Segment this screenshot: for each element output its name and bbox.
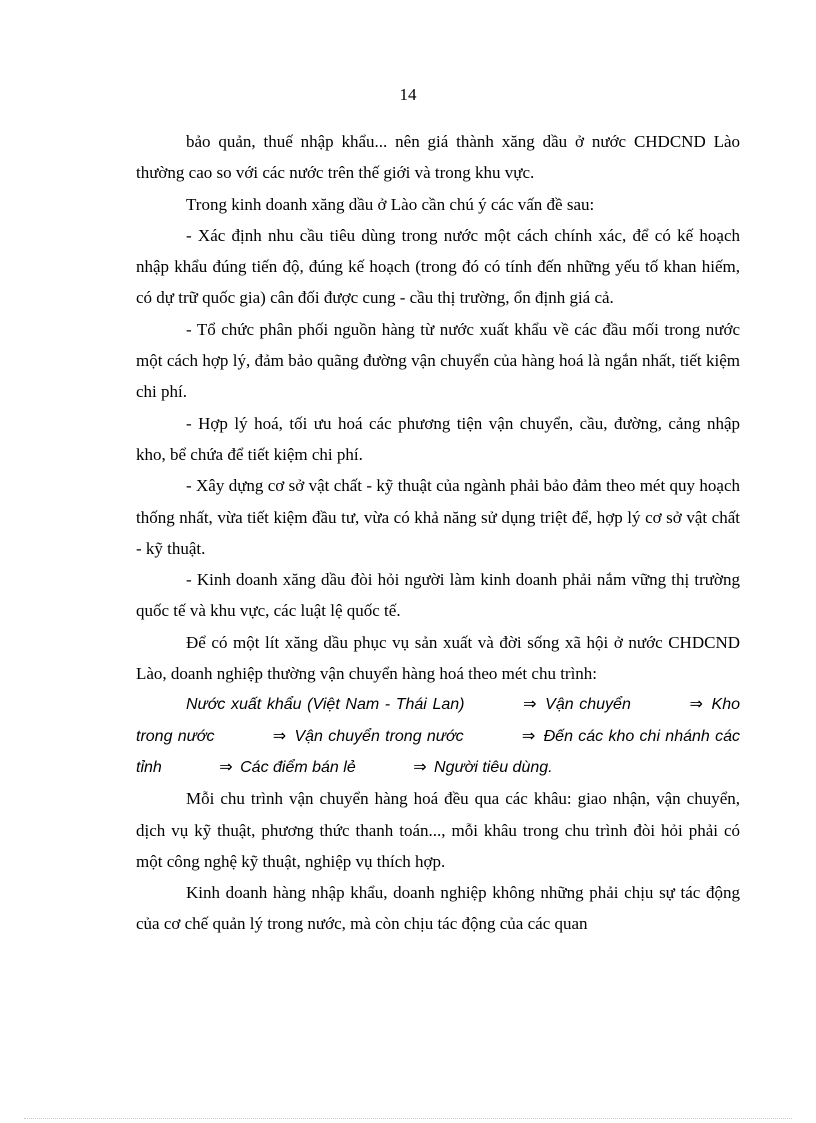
arrow-icon: ⇒ [523, 696, 537, 714]
paragraph-infrastructure: - Xây dựng cơ sở vật chất - kỹ thuật của ngành phải bảo đảm theo mét quy hoạch thống nhất, vừa tiết kiệm đầu tư, vừa có khả năng sử dụng triệt để, hợp lý cơ sở vật chất - kỹ thuật. [136, 476, 740, 558]
arrow-icon: ⇒ [219, 758, 233, 776]
paragraph-distribution: - Tổ chức phân phối nguồn hàng từ nước xuất khẩu về các đầu mối trong nước một cách hợp lý, đảm bảo quãng đường vận chuyển của hàng hoá là ngắn nhất, tiết kiệm chi phí. [136, 319, 740, 402]
chain-step: Người tiêu dùng. [434, 758, 553, 776]
chain-step: Vận chuyển trong nước [294, 727, 464, 745]
paragraph-cycle-stages: Mỗi chu trình vận chuyển hàng hoá đều qua các khâu: giao nhận, vận chuyển, dịch vụ kỹ thuật, phương thức thanh toán..., mỗi khâu trong chu trình đòi hỏi phải có một công nghệ kỹ thuật, nghiệp vụ thích hợp. [136, 789, 740, 871]
paragraph-cycle-intro: Để có một lít xăng dầu phục vụ sản xuất và đời sống xã hội ở nước CHDCND Lào, doanh nghiệp thường vận chuyển hàng hoá theo mét chu trình: [136, 632, 740, 684]
arrow-icon: ⇒ [521, 727, 536, 745]
supply-chain-flow [136, 689, 740, 783]
chain-step: Vận chuyển [545, 696, 631, 714]
paragraph-transport-optimization: - Hợp lý hoá, tối ưu hoá các phương tiện vận chuyển, cầu, đường, cảng nhập kho, bể chứa để tiết kiệm chi phí. [136, 413, 740, 464]
chain-step: Đến các kho chi nhánh các tỉnh [136, 727, 740, 776]
chain-step: Kho trong nước [136, 696, 740, 745]
page-number: 14 [399, 85, 417, 104]
chain-step: Nước xuất khẩu (Việt Nam - Thái Lan) [186, 696, 465, 714]
paragraph-cost-continuation: bảo quản, thuế nhập khẩu... nên giá thành xăng dầu ở nước CHDCND Lào thường cao so với các nước trên thế giới và trong khu vực. [136, 132, 740, 183]
arrow-icon: ⇒ [689, 696, 703, 714]
arrow-icon: ⇒ [272, 727, 287, 745]
paragraph-issues-intro: Trong kinh doanh xăng dầu ở Lào cần chú ý các vấn đề sau: [186, 194, 595, 214]
page-bottom-rule [24, 1118, 792, 1119]
document-body [136, 126, 740, 940]
arrow-icon: ⇒ [413, 758, 427, 776]
paragraph-demand: - Xác định nhu cầu tiêu dùng trong nước một cách chính xác, để có kế hoạch nhập khẩu đúng tiến độ, đúng kế hoạch (trong đó có tính đến những yếu tố khan hiếm, có dự trữ quốc gia) cân đối được cung - cầu thị trường, ổn định giá cả. [136, 225, 740, 308]
paragraph-import-business: Kinh doanh hàng nhập khẩu, doanh nghiệp không những phải chịu sự tác động của cơ chế quản lý trong nước, mà còn chịu tác động của các quan [136, 883, 740, 934]
chain-step: Các điểm bán lẻ [240, 758, 356, 776]
paragraph-market-knowledge: - Kinh doanh xăng dầu đòi hỏi người làm kinh doanh phải nắm vững thị trường quốc tế và khu vực, các luật lệ quốc tế. [136, 570, 740, 621]
